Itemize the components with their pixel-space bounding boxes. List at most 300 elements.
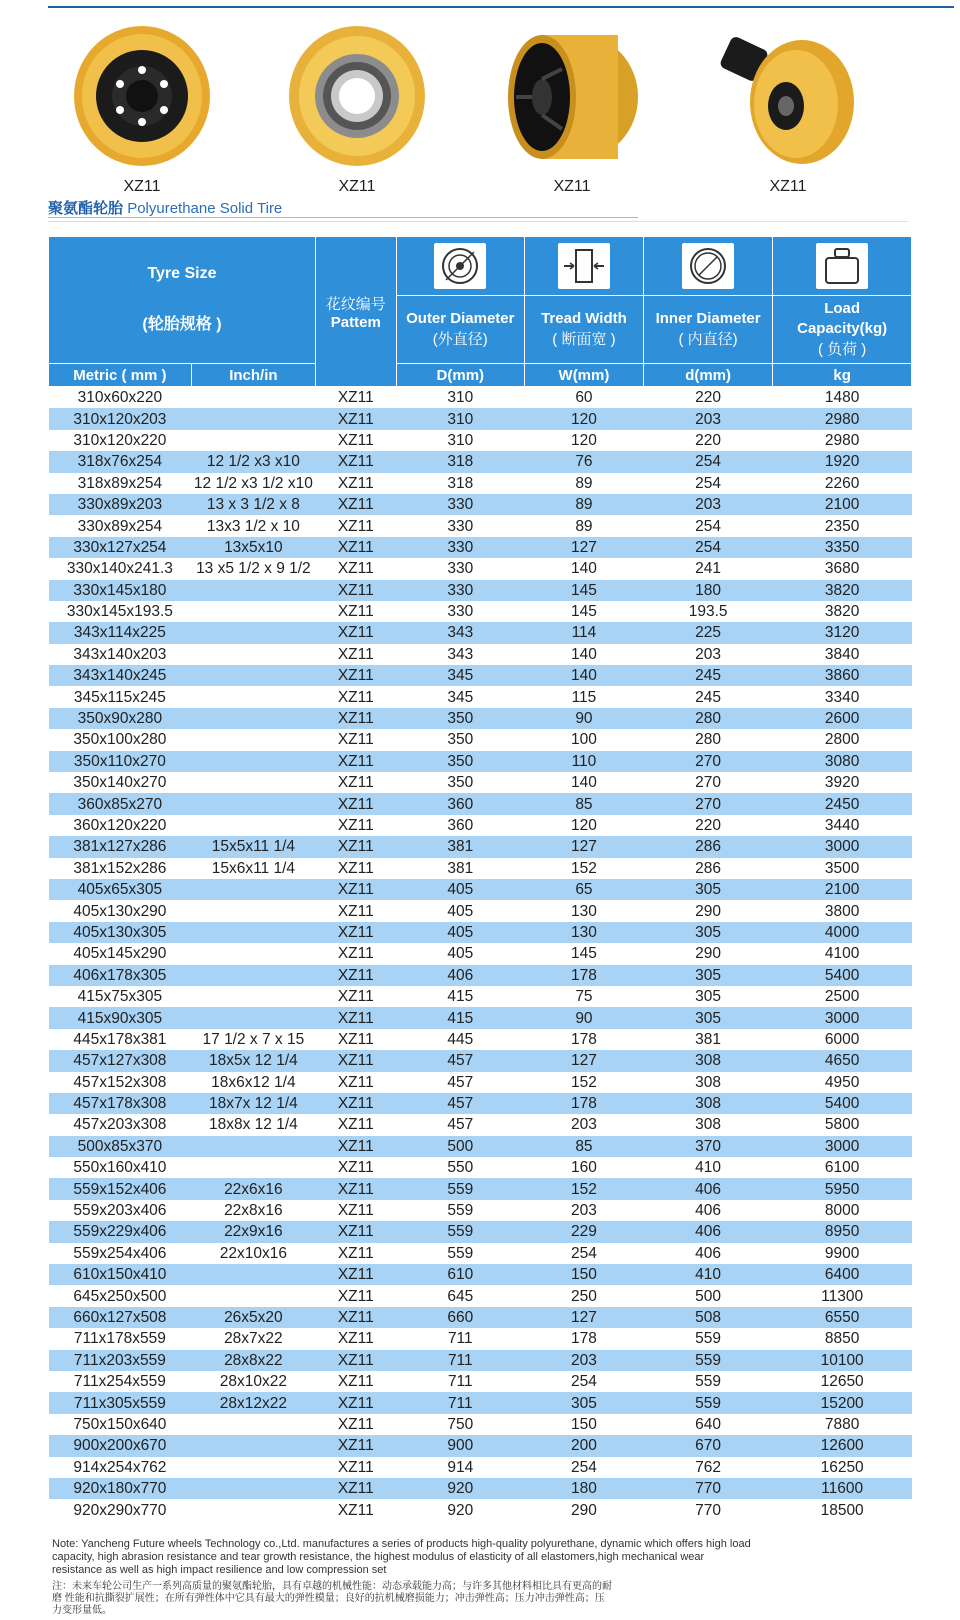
header-id-unit: d(mm) [643, 364, 772, 387]
load-capacity-cell: 2100 [773, 879, 912, 900]
table-row [49, 1157, 912, 1178]
table-row [49, 494, 912, 515]
inner-diameter-cell: 203 [643, 494, 772, 515]
load-capacity-cell: 11600 [773, 1478, 912, 1499]
outer-diameter-cell: 360 [396, 793, 524, 814]
inch-size-cell [191, 815, 315, 836]
tread-width-cell: 152 [524, 1178, 643, 1199]
outer-diameter-cell: 445 [447, 1030, 474, 1048]
metric-size-cell: 310x60x220 [77, 389, 163, 407]
pattern-cell: XZ11 [315, 1307, 396, 1328]
inch-size-cell: 28x10x22 [219, 1373, 287, 1391]
table-row [49, 515, 912, 536]
product-caption: XZ11 [123, 178, 161, 195]
metric-size-cell: 345x115x245 [73, 688, 166, 706]
tread-width-cell: 115 [571, 688, 597, 706]
metric-size-cell: 920x180x770 [49, 1478, 192, 1499]
metric-size-cell: 343x140x203 [73, 645, 167, 663]
metric-size-cell: 318x89x254 [77, 474, 163, 492]
pattern-cell: XZ11 [315, 1050, 396, 1071]
header-inner-diameter-icon [643, 237, 772, 296]
table-row [49, 580, 912, 601]
pattern-cell: XZ11 [337, 688, 374, 706]
load-capacity-cell: 1480 [824, 389, 860, 407]
load-capacity-cell: 8000 [824, 1202, 860, 1220]
pattern-cell: XZ11 [315, 836, 396, 857]
load-capacity-cell: 3340 [824, 688, 860, 706]
metric-size-cell: 711x178x559 [73, 1330, 166, 1348]
outer-diameter-label: Outer Diameter [406, 310, 515, 328]
table-row [49, 1114, 912, 1135]
table-row [49, 387, 912, 409]
load-capacity-cell: 11300 [821, 1287, 864, 1305]
table-row [49, 1029, 912, 1050]
outer-diameter-cell: 405 [447, 902, 474, 920]
metric-size-cell: 343x140x245 [49, 665, 192, 686]
metric-size-cell: 645x250x500 [73, 1287, 167, 1305]
load-capacity-cell: 3680 [824, 560, 860, 578]
inner-diameter-cell: 305 [695, 988, 722, 1006]
tire-spec-rows [49, 387, 912, 1521]
outer-diameter-cell: 318 [396, 451, 524, 472]
inch-size-cell [191, 1457, 315, 1478]
load-capacity-cell: 3440 [824, 817, 860, 834]
inch-size-cell [191, 922, 315, 943]
outer-diameter-cell: 645 [447, 1287, 474, 1305]
metric-size-cell: 310x120x203 [49, 408, 192, 429]
metric-size-cell: 457x203x308 [73, 1116, 167, 1134]
load-capacity-cell: 7880 [824, 1415, 860, 1433]
load-capacity-cell: 3080 [773, 751, 912, 772]
table-row [49, 836, 912, 857]
table-row [49, 772, 912, 793]
pattern-cell: XZ11 [315, 580, 396, 601]
inch-size-cell [191, 1435, 315, 1456]
outer-diameter-cell: 405 [396, 922, 524, 943]
load-capacity-cell: 5950 [773, 1178, 912, 1199]
outer-diameter-cell: 330 [447, 603, 474, 621]
tread-width-cell: 203 [524, 1350, 643, 1371]
table-row [49, 1499, 912, 1520]
inner-diameter-cell: 245 [695, 688, 722, 706]
inch-size-cell [191, 622, 315, 643]
table-row [49, 1093, 912, 1114]
outer-diameter-icon [434, 243, 486, 289]
inner-diameter-cell: 220 [695, 817, 722, 834]
table-row [49, 751, 912, 772]
tread-width-cell: 100 [571, 731, 597, 749]
load-capacity-cell: 3820 [824, 603, 860, 621]
tread-width-cell: 178 [571, 1030, 597, 1048]
pattern-cell: XZ11 [337, 1244, 374, 1262]
table-row [49, 1435, 912, 1456]
product-caption: XZ11 [553, 178, 591, 195]
top-divider [48, 6, 954, 8]
inner-diameter-cell: 762 [695, 1458, 722, 1476]
inner-diameter-cell: 305 [643, 879, 772, 900]
inner-diameter-cell: 286 [695, 859, 722, 877]
inch-size-cell [191, 408, 315, 429]
inch-size-cell [191, 644, 315, 665]
table-row [49, 1350, 912, 1371]
inch-size-cell: 22x9x16 [191, 1221, 315, 1242]
tread-width-cell: 127 [524, 1307, 643, 1328]
tread-width-cell: 152 [571, 1073, 597, 1091]
tread-width-cell: 152 [571, 859, 597, 877]
tread-width-cell: 145 [571, 603, 597, 621]
outer-diameter-cell: 711 [396, 1392, 524, 1413]
pattern-cell: XZ11 [337, 389, 374, 407]
inner-diameter-cell: 280 [643, 708, 772, 729]
metric-size-cell: 330x89x254 [77, 517, 163, 535]
table-row [49, 451, 912, 472]
inner-diameter-cell: 241 [695, 560, 722, 578]
tyre-size-label: Tyre Size [147, 265, 217, 283]
outer-diameter-cell: 457 [396, 1050, 524, 1071]
brand-title-en: Polyurethane Solid Tire [127, 200, 283, 217]
header-metric: Metric ( mm ) [49, 364, 192, 387]
outer-diameter-cell: 500 [396, 1136, 524, 1157]
load-capacity-cell: 2600 [773, 708, 912, 729]
tire-spec-table [48, 236, 912, 1521]
inner-diameter-cell: 286 [643, 836, 772, 857]
outer-diameter-cell: 310 [447, 389, 474, 407]
inner-diameter-cell: 410 [695, 1159, 722, 1177]
metric-size-cell: 914x254x762 [73, 1458, 167, 1476]
pattern-cell: XZ11 [315, 708, 396, 729]
pattern-cell: XZ11 [337, 1501, 374, 1519]
tread-width-cell: 250 [571, 1287, 597, 1305]
inch-size-cell [191, 1136, 315, 1157]
pattern-cell: XZ11 [337, 774, 374, 792]
outer-diameter-cell: 360 [447, 817, 474, 834]
inch-size-cell [191, 1007, 315, 1028]
pattern-cell: XZ11 [337, 1030, 374, 1048]
load-capacity-cell: 2980 [824, 431, 860, 449]
outer-diameter-cell: 405 [396, 879, 524, 900]
table-row [49, 1392, 912, 1413]
load-capacity-cell: 4650 [773, 1050, 912, 1071]
table-row [49, 1478, 912, 1499]
inch-size-cell: 28x7x22 [224, 1330, 283, 1348]
outer-diameter-cell: 559 [396, 1178, 524, 1199]
outer-diameter-cell: 610 [396, 1264, 524, 1285]
tread-width-cell: 85 [524, 793, 643, 814]
inner-diameter-cell: 305 [643, 965, 772, 986]
note-chinese: 注：未来车轮公司生产一系列高质量的聚氨酯轮胎，具有卓越的机械性能：动态承载能力高；与许多其他材料相比具有更高的耐磨 性能和抗撕裂扩展性；在所有弹性体中它具有最大的弹性模量；良好的抗机械磨损能力；冲击弹性高；压力冲击弹性高；压力变形量低。 [52, 1581, 612, 1616]
tread-width-cell: 203 [571, 1116, 597, 1134]
outer-diameter-cell: 559 [447, 1244, 474, 1262]
outer-diameter-cell: 415 [447, 988, 474, 1006]
table-row [49, 1136, 912, 1157]
metric-size-cell: 711x305x559 [49, 1392, 192, 1413]
product-3 [492, 14, 652, 204]
tread-width-icon [558, 243, 610, 289]
metric-size-cell: 610x150x410 [49, 1264, 192, 1285]
outer-diameter-cell: 415 [396, 1007, 524, 1028]
load-capacity-cell: 2800 [824, 731, 860, 749]
metric-size-cell: 350x140x270 [73, 774, 167, 792]
inch-size-cell [191, 665, 315, 686]
load-capacity-cell: 6550 [773, 1307, 912, 1328]
inch-size-cell: 15x6x11 1/4 [211, 859, 296, 877]
outer-diameter-cell: 405 [447, 945, 474, 963]
table-row [49, 473, 912, 494]
tread-width-cell: 180 [524, 1478, 643, 1499]
brand-underline [48, 217, 638, 218]
inner-diameter-cell: 308 [695, 1073, 722, 1091]
outer-diameter-cell: 457 [396, 1093, 524, 1114]
metric-size-cell: 405x130x290 [73, 902, 167, 920]
inner-diameter-cell: 308 [695, 1116, 722, 1134]
pattern-cell: XZ11 [337, 1202, 374, 1220]
table-row [49, 793, 912, 814]
tread-width-cell: 145 [571, 945, 597, 963]
inner-diameter-cell: 770 [643, 1478, 772, 1499]
inner-diameter-icon [682, 243, 734, 289]
inner-diameter-cell: 308 [643, 1050, 772, 1071]
load-capacity-cell: 4100 [824, 945, 860, 963]
inner-diameter-cell: 254 [695, 474, 722, 492]
inch-size-cell: 13x3 1/2 x 10 [206, 517, 300, 535]
outer-diameter-cell: 330 [447, 560, 474, 578]
table-row [49, 686, 912, 707]
load-capacity-cell: 12650 [820, 1373, 864, 1391]
load-capacity-cell: 3350 [773, 537, 912, 558]
inch-size-cell: 18x5x 12 1/4 [191, 1050, 315, 1071]
load-capacity-cell: 10100 [773, 1350, 912, 1371]
pattern-cell: XZ11 [315, 879, 396, 900]
table-row [49, 408, 912, 429]
table-row [49, 986, 912, 1007]
load-capacity-cell: 3800 [824, 902, 860, 920]
outer-diameter-cell: 660 [396, 1307, 524, 1328]
inner-diameter-cell: 559 [695, 1330, 722, 1348]
inch-size-cell [191, 1264, 315, 1285]
pattern-cell: XZ11 [315, 1221, 396, 1242]
table-row [49, 879, 912, 900]
inner-diameter-cell: 406 [695, 1244, 722, 1262]
pattern-cell: XZ11 [315, 494, 396, 515]
table-row [49, 900, 912, 921]
load-capacity-cell: 18500 [820, 1501, 864, 1519]
tread-width-cell: 76 [524, 451, 643, 472]
product-caption: XZ11 [338, 178, 376, 195]
metric-size-cell: 330x127x254 [49, 537, 192, 558]
tread-width-cell: 90 [524, 708, 643, 729]
table-row [49, 1285, 912, 1306]
inner-diameter-cell: 770 [695, 1501, 722, 1519]
pattern-cell: XZ11 [337, 1073, 374, 1091]
metric-size-cell: 920x290x770 [73, 1501, 167, 1519]
inner-diameter-cell: 305 [643, 922, 772, 943]
outer-diameter-cell: 345 [396, 665, 524, 686]
tread-width-cell: 127 [524, 1050, 643, 1071]
tread-width-label: Tread Width [541, 310, 627, 328]
inner-diameter-cell: 280 [695, 731, 722, 749]
pattern-cell: XZ11 [315, 665, 396, 686]
outer-diameter-cell: 381 [447, 859, 474, 877]
tread-width-cell: 120 [571, 817, 597, 834]
outer-diameter-cell: 310 [396, 408, 524, 429]
table-row [49, 1307, 912, 1328]
pattern-cell: XZ11 [315, 1007, 396, 1028]
inner-diameter-cell: 406 [695, 1202, 722, 1220]
inner-diameter-cell: 500 [695, 1287, 722, 1305]
tread-width-cell: 254 [571, 1244, 597, 1262]
header-kg-unit: kg [773, 364, 912, 387]
load-capacity-cell: 6400 [773, 1264, 912, 1285]
load-capacity-cell: 3000 [773, 836, 912, 857]
product-2 [277, 14, 437, 204]
pattern-cell: XZ11 [337, 603, 374, 621]
tread-width-cell: 110 [524, 751, 643, 772]
inch-size-cell: 13 x 3 1/2 x 8 [191, 494, 315, 515]
load-capacity-cell: 2450 [773, 793, 912, 814]
inch-size-cell: 15x5x11 1/4 [191, 836, 315, 857]
tread-width-cell: 89 [575, 474, 593, 492]
inch-size-cell [191, 1414, 315, 1435]
pattern-cell: XZ11 [337, 817, 374, 834]
outer-diameter-cell: 900 [396, 1435, 524, 1456]
outer-diameter-cell: 457 [447, 1073, 474, 1091]
inch-size-cell: 17 1/2 x 7 x 15 [202, 1030, 305, 1048]
pattern-cell: XZ11 [337, 859, 374, 877]
pattern-cell: XZ11 [315, 537, 396, 558]
load-capacity-cell: 6000 [824, 1030, 860, 1048]
tread-width-cell: 90 [524, 1007, 643, 1028]
metric-size-cell: 360x120x220 [73, 817, 167, 834]
metric-size-cell: 500x85x370 [49, 1136, 192, 1157]
load-capacity-cell: 4950 [824, 1073, 860, 1091]
tread-width-cell: 140 [571, 774, 597, 792]
outer-diameter-cell: 559 [396, 1221, 524, 1242]
header-tread-width-icon [524, 237, 643, 296]
inch-size-cell: 28x12x22 [191, 1392, 315, 1413]
pattern-cell: XZ11 [315, 408, 396, 429]
pattern-cell: XZ11 [315, 1093, 396, 1114]
pattern-cell: XZ11 [315, 793, 396, 814]
tread-width-cell: 254 [571, 1373, 597, 1391]
metric-size-cell: 750x150x640 [73, 1415, 167, 1433]
metric-size-cell: 457x152x308 [73, 1073, 167, 1091]
inner-diameter-cell: 670 [643, 1435, 772, 1456]
tread-width-cell: 120 [524, 408, 643, 429]
load-capacity-cell: 2500 [824, 988, 860, 1006]
inch-size-cell: 18x7x 12 1/4 [191, 1093, 315, 1114]
outer-diameter-cell: 406 [396, 965, 524, 986]
tread-width-cell: 203 [571, 1202, 597, 1220]
pattern-cell: XZ11 [315, 1136, 396, 1157]
inch-size-cell [191, 729, 315, 750]
pattern-cell: XZ11 [337, 1116, 374, 1134]
outer-diameter-cell: 318 [447, 474, 474, 492]
table-row [49, 1457, 912, 1478]
outer-diameter-cell: 330 [447, 517, 474, 535]
load-capacity-cell: 5800 [824, 1116, 860, 1134]
pattern-cell: XZ11 [337, 645, 374, 663]
inch-size-cell [191, 1157, 315, 1178]
load-capacity-cell: 3840 [824, 645, 860, 663]
outer-diameter-cell: 350 [396, 708, 524, 729]
pattern-cell: XZ11 [337, 431, 374, 449]
inch-size-cell: 28x8x22 [191, 1350, 315, 1371]
inch-size-cell: 12 1/2 x3 1/2 x10 [193, 474, 313, 492]
pattern-cell: XZ11 [337, 1159, 374, 1177]
outer-diameter-cn-label: (外直径) [432, 330, 488, 348]
inch-size-cell [191, 580, 315, 601]
tread-width-cell: 254 [571, 1458, 597, 1476]
tread-width-cell: 150 [524, 1264, 643, 1285]
inch-size-cell [191, 772, 315, 793]
pattern-cell: XZ11 [337, 1330, 374, 1348]
metric-size-cell: 343x114x225 [49, 622, 192, 643]
table-row [49, 1243, 912, 1264]
metric-size-cell: 330x89x203 [49, 494, 192, 515]
metric-size-cell: 445x178x381 [73, 1030, 167, 1048]
metric-size-cell: 330x145x193.5 [66, 603, 173, 621]
inner-diameter-cell: 406 [643, 1178, 772, 1199]
inch-size-cell [191, 986, 315, 1007]
load-capacity-cell: 2100 [773, 494, 912, 515]
header-outer-diameter [396, 296, 524, 364]
pattern-cell: XZ11 [337, 1373, 374, 1391]
metric-size-cell: 559x229x406 [49, 1221, 192, 1242]
metric-size-cell: 711x254x559 [73, 1373, 166, 1391]
inner-diameter-cell: 308 [643, 1093, 772, 1114]
table-row [49, 965, 912, 986]
metric-size-cell: 405x65x305 [49, 879, 192, 900]
inch-size-cell [191, 1478, 315, 1499]
outer-diameter-cell: 711 [396, 1350, 524, 1371]
table-row [49, 708, 912, 729]
inner-diameter-cell: 290 [695, 902, 722, 920]
pattern-cell: XZ11 [337, 902, 374, 920]
load-capacity-cell: 12600 [773, 1435, 912, 1456]
pattern-cell: XZ11 [315, 1178, 396, 1199]
table-row [49, 558, 912, 579]
pattern-cell: XZ11 [337, 517, 374, 535]
header-inch: Inch/in [191, 364, 315, 387]
load-capacity-cell: 1920 [773, 451, 912, 472]
inner-diameter-cell: 220 [695, 389, 722, 407]
wheel-front-view-icon [72, 24, 212, 169]
metric-size-cell: 330x140x241.3 [66, 560, 173, 578]
inner-diameter-cell: 406 [643, 1221, 772, 1242]
pattern-cell: XZ11 [315, 751, 396, 772]
load-capacity-cell: 2980 [773, 408, 912, 429]
inch-size-cell: 22x10x16 [219, 1244, 287, 1262]
metric-size-cell: 559x254x406 [73, 1244, 167, 1262]
inner-diameter-cell: 381 [695, 1030, 722, 1048]
outer-diameter-cell: 920 [396, 1478, 524, 1499]
tread-width-cell: 127 [524, 836, 643, 857]
table-row [49, 1007, 912, 1028]
metric-size-cell: 415x75x305 [77, 988, 163, 1006]
tread-width-cell: 60 [575, 389, 593, 407]
inch-size-cell [191, 601, 315, 622]
inner-diameter-cell: 220 [695, 431, 722, 449]
load-capacity-cell: 3120 [773, 622, 912, 643]
table-row [49, 1264, 912, 1285]
inch-size-cell [191, 708, 315, 729]
tread-width-cell: 120 [571, 431, 597, 449]
table-row [49, 1200, 912, 1221]
pattern-cell: XZ11 [337, 1458, 374, 1476]
pattern-cell: XZ11 [315, 1435, 396, 1456]
inch-size-cell [191, 879, 315, 900]
outer-diameter-cell: 350 [447, 774, 474, 792]
